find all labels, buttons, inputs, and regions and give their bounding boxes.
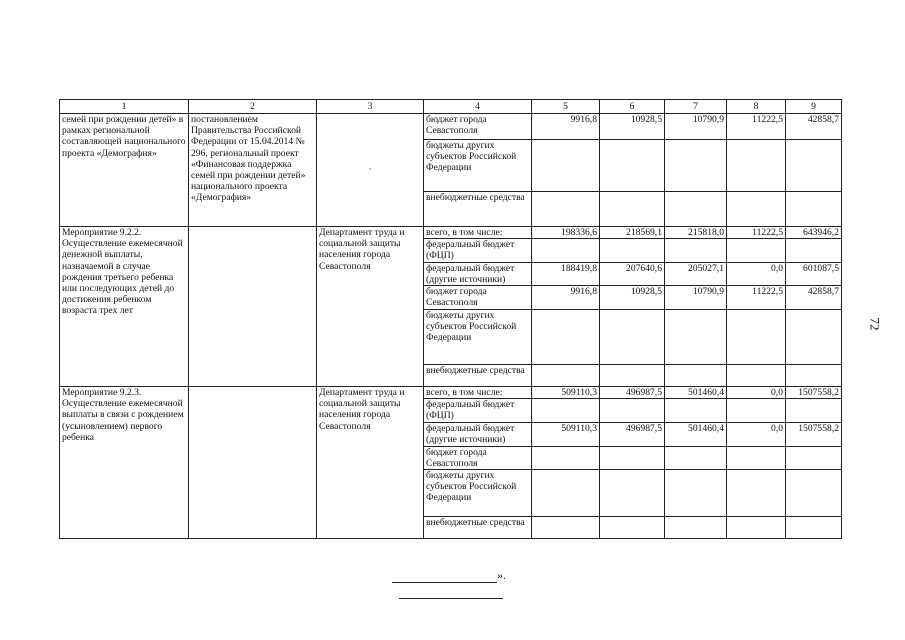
amount-cell: 215818,0: [665, 227, 727, 239]
amount-cell: [786, 365, 842, 387]
amount-cell: 501460,4: [665, 387, 727, 399]
measure-name-cell: Мероприятие 9.2.3. Осуществление ежемесячной выплаты в связи с рождением (усыновлением) первого ребенка: [60, 387, 189, 539]
amount-cell: [727, 517, 786, 539]
amount-cell: [532, 310, 600, 365]
amount-cell: [727, 470, 786, 517]
amount-cell: [665, 446, 727, 469]
table-row: [60, 227, 842, 239]
funding-source-cell: бюджеты других субъектов Российской Федерации: [424, 310, 532, 365]
amount-cell: [727, 192, 786, 227]
amount-cell: [600, 470, 665, 517]
amount-cell: 10790,9: [665, 286, 727, 310]
amount-cell: 0,0: [727, 422, 786, 446]
amount-cell: 9916,8: [532, 114, 600, 140]
funding-source-cell: федеральный бюджет (другие источники): [424, 422, 532, 446]
funding-source-cell: бюджет города Севастополя: [424, 446, 532, 469]
table-row: [60, 114, 842, 140]
amount-cell: [600, 399, 665, 422]
budget-table: [59, 99, 842, 539]
amount-cell: [727, 140, 786, 192]
amount-cell: [786, 192, 842, 227]
amount-cell: 207640,6: [600, 262, 665, 285]
funding-source-cell: внебюджетные средства: [424, 365, 532, 387]
amount-cell: [786, 140, 842, 192]
amount-cell: 643946,2: [786, 227, 842, 239]
amount-cell: 9916,8: [532, 286, 600, 310]
funding-source-cell: бюджеты других субъектов Российской Федерации: [424, 470, 532, 517]
amount-cell: [727, 399, 786, 422]
funding-source-cell: федеральный бюджет (другие источники): [424, 262, 532, 285]
header-cell: 8: [727, 100, 786, 114]
header-cell: 2: [189, 100, 317, 114]
amount-cell: [600, 239, 665, 262]
amount-cell: 42858,7: [786, 286, 842, 310]
amount-cell: 0,0: [727, 387, 786, 399]
amount-cell: [532, 446, 600, 469]
header-cell: 7: [665, 100, 727, 114]
amount-cell: [786, 310, 842, 365]
amount-cell: 10928,5: [600, 114, 665, 140]
funding-source-cell: бюджет города Севастополя: [424, 114, 532, 140]
signature-blank-line: [392, 569, 497, 583]
header-cell: 5: [532, 100, 600, 114]
amount-cell: [600, 140, 665, 192]
measure-name-cell: семей при рождении детей» в рамках региональной составляющей национального проекта «Демография»: [60, 114, 189, 227]
funding-source-cell: всего, в том числе:: [424, 387, 532, 399]
legal-basis-cell: [189, 387, 317, 539]
amount-cell: 1507558,2: [786, 422, 842, 446]
amount-cell: 496987,5: [600, 387, 665, 399]
amount-cell: [727, 239, 786, 262]
closing-quote-mark: ».: [497, 568, 506, 582]
amount-cell: [600, 517, 665, 539]
amount-cell: 11222,5: [727, 227, 786, 239]
header-cell: 9: [786, 100, 842, 114]
funding-source-cell: всего, в том числе:: [424, 227, 532, 239]
executor-cell: Департамент труда и социальной защиты населения города Севастополя: [317, 387, 424, 539]
bottom-rule: [399, 598, 503, 599]
page-number: 72: [867, 317, 883, 331]
amount-cell: [665, 310, 727, 365]
amount-cell: [727, 310, 786, 365]
header-cell: 3: [317, 100, 424, 114]
amount-cell: [600, 310, 665, 365]
amount-cell: 11222,5: [727, 286, 786, 310]
amount-cell: [532, 239, 600, 262]
amount-cell: 10790,9: [665, 114, 727, 140]
funding-source-cell: внебюджетные средства: [424, 517, 532, 539]
amount-cell: [665, 365, 727, 387]
amount-cell: 1507558,2: [786, 387, 842, 399]
amount-cell: 601087,5: [786, 262, 842, 285]
amount-cell: [665, 470, 727, 517]
amount-cell: [600, 446, 665, 469]
amount-cell: [665, 192, 727, 227]
closing-line: [392, 568, 520, 583]
amount-cell: 205027,1: [665, 262, 727, 285]
amount-cell: [532, 470, 600, 517]
amount-cell: 218569,1: [600, 227, 665, 239]
amount-cell: [665, 399, 727, 422]
amount-cell: [786, 517, 842, 539]
measure-name-cell: Мероприятие 9.2.2. Осуществление ежемесячной денежной выплаты, назначаемой в случае рождения третьего ребенка или последующих детей до достижения ребенком возраста трех лет: [60, 227, 189, 387]
amount-cell: [727, 365, 786, 387]
amount-cell: [665, 140, 727, 192]
amount-cell: [786, 399, 842, 422]
legal-basis-cell: постановлением Правительства Российской Федерации от 15.04.2014 № 296, региональный проект «Финансовая поддержка семей при рождении детей» национального проекта «Демография»: [189, 114, 317, 227]
amount-cell: 0,0: [727, 262, 786, 285]
legal-basis-cell: [189, 227, 317, 387]
table-row: [60, 387, 842, 399]
amount-cell: 11222,5: [727, 114, 786, 140]
amount-cell: [532, 365, 600, 387]
amount-cell: 509110,3: [532, 422, 600, 446]
funding-source-cell: федеральный бюджет (ФЦП): [424, 399, 532, 422]
amount-cell: 10928,5: [600, 286, 665, 310]
amount-cell: 496987,5: [600, 422, 665, 446]
header-cell: 6: [600, 100, 665, 114]
header-cell: 1: [60, 100, 189, 114]
amount-cell: 198336,6: [532, 227, 600, 239]
funding-source-cell: федеральный бюджет (ФЦП): [424, 239, 532, 262]
amount-cell: [665, 239, 727, 262]
amount-cell: 42858,7: [786, 114, 842, 140]
executor-cell: ·: [317, 114, 424, 227]
executor-cell: Департамент труда и социальной защиты населения города Севастополя: [317, 227, 424, 387]
amount-cell: [665, 517, 727, 539]
funding-source-cell: бюджет города Севастополя: [424, 286, 532, 310]
amount-cell: [786, 470, 842, 517]
amount-cell: [532, 140, 600, 192]
amount-cell: [600, 365, 665, 387]
amount-cell: [532, 517, 600, 539]
amount-cell: [600, 192, 665, 227]
funding-source-cell: бюджеты других субъектов Российской Федерации: [424, 140, 532, 192]
amount-cell: [786, 239, 842, 262]
funding-source-cell: внебюджетные средства: [424, 192, 532, 227]
amount-cell: [532, 192, 600, 227]
amount-cell: 501460,4: [665, 422, 727, 446]
amount-cell: 188419,8: [532, 262, 600, 285]
table-header-row: [60, 100, 842, 114]
header-cell: 4: [424, 100, 532, 114]
amount-cell: [727, 446, 786, 469]
amount-cell: [532, 399, 600, 422]
amount-cell: 509110,3: [532, 387, 600, 399]
amount-cell: [786, 446, 842, 469]
